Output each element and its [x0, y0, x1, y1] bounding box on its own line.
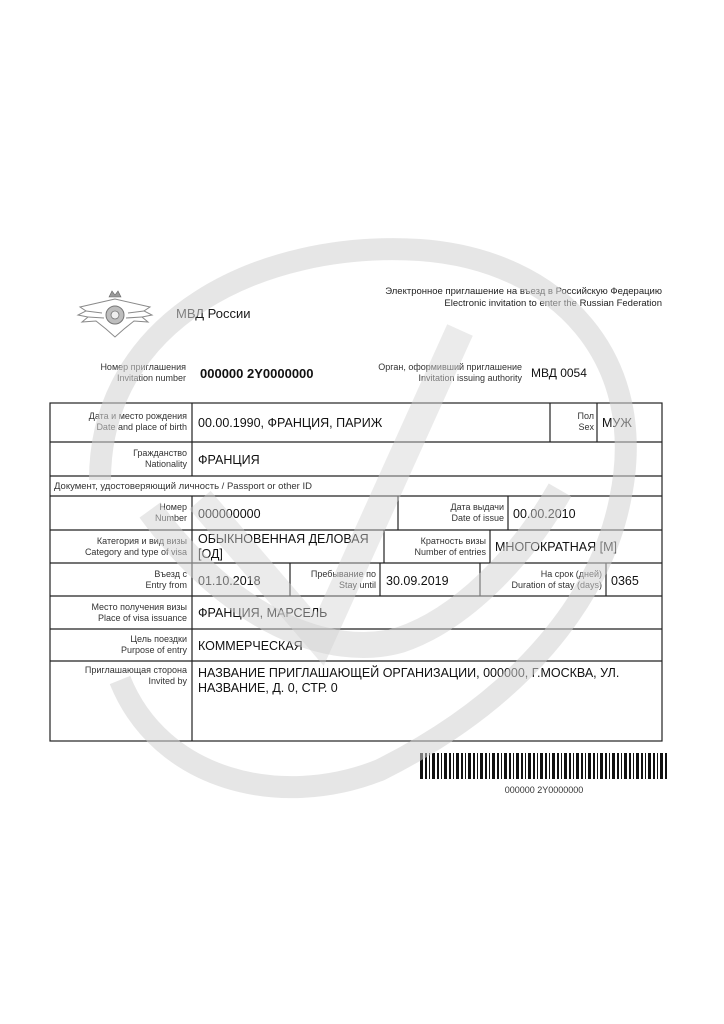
document-title-en: Electronic invitation to enter the Russian Federation [444, 298, 662, 309]
purpose-label [54, 634, 187, 656]
visa-category-value-line2: [ОД] [198, 547, 223, 561]
barcode-bar [557, 753, 559, 779]
barcode-bar [636, 753, 639, 779]
barcode-bar [665, 753, 667, 779]
issue-date-label-en: Date of issue [451, 513, 504, 523]
stay-until-label-en: Stay until [338, 580, 376, 590]
entry-from-value: 01.10.2018 [198, 574, 261, 588]
invited-by-label-ru: Приглашающая сторона [84, 665, 187, 675]
barcode-bar [537, 753, 538, 779]
invited-by-value [198, 666, 619, 696]
duration-label [482, 569, 602, 591]
barcode-bar [629, 753, 631, 779]
duration-label-ru: На срок (дней) [540, 569, 602, 579]
agency-name: МВД России [176, 306, 251, 321]
barcode-bar [516, 753, 519, 779]
barcode-bar [492, 753, 495, 779]
barcode-bar [633, 753, 634, 779]
dob-label [54, 411, 187, 433]
barcode-bar [509, 753, 511, 779]
barcode-bar [501, 753, 502, 779]
barcode-number: 000000 2Y0000000 [504, 785, 584, 795]
barcode-bar [540, 753, 543, 779]
barcode-bar [545, 753, 547, 779]
purpose-value: КОММЕРЧЕСКАЯ [198, 639, 303, 653]
passport-number-label-ru: Номер [159, 502, 187, 512]
dob-value: 00.00.1990, ФРАНЦИЯ, ПАРИЖ [198, 416, 383, 430]
barcode-bar [624, 753, 627, 779]
dob-label-en: Date and place of birth [96, 422, 187, 432]
sex-label-ru: Пол [577, 411, 594, 421]
issuance-place-label [54, 602, 187, 624]
barcode-bar [569, 753, 571, 779]
barcode-bar [504, 753, 507, 779]
barcode-bar [485, 753, 487, 779]
issue-date-label [400, 502, 504, 524]
stay-until-label [292, 569, 376, 591]
entries-label-ru: Кратность визы [420, 536, 486, 546]
invited-by-label-en: Invited by [148, 676, 187, 686]
entries-value: МНОГОКРАТНАЯ [М] [495, 540, 617, 554]
visa-category-label-en: Category and type of visa [84, 547, 187, 557]
barcode-bar [465, 753, 466, 779]
purpose-label-en: Purpose of entry [120, 645, 187, 655]
barcode-bar [513, 753, 514, 779]
document-title-ru: Электронное приглашение на въезд в Российскую Федерацию [385, 286, 662, 297]
entry-from-label [54, 569, 187, 591]
duration-value: 0365 [611, 574, 639, 588]
barcode-bar [441, 753, 442, 779]
issuance-place-value: ФРАНЦИЯ, МАРСЕЛЬ [198, 606, 328, 620]
issuance-place-label-en: Place of visa issuance [97, 613, 187, 623]
barcode-bar [641, 753, 643, 779]
barcode-bar [605, 753, 607, 779]
barcode-bar [473, 753, 475, 779]
barcode-bar [525, 753, 526, 779]
invited-by-label [54, 665, 187, 687]
invited-by-value-line2: НАЗВАНИЕ, Д. 0, СТР. 0 [198, 681, 338, 695]
barcode-bar [612, 753, 615, 779]
barcode-image [420, 753, 668, 779]
barcode-bar [477, 753, 478, 779]
stay-until-label-ru: Пребывание по [310, 569, 376, 579]
barcode-bar [521, 753, 523, 779]
barcode-bar [437, 753, 439, 779]
sex-label [552, 411, 594, 433]
passport-number-label [54, 502, 187, 524]
passport-number-value: 000000000 [198, 507, 261, 521]
barcode-bar [597, 753, 598, 779]
barcode-bar [552, 753, 555, 779]
barcode-bar [621, 753, 622, 779]
barcode-bar [645, 753, 646, 779]
entries-label [386, 536, 486, 558]
barcode-bar [444, 753, 447, 779]
nationality-label [54, 448, 187, 470]
issuing-authority-label-en: Invitation issuing authority [418, 373, 522, 383]
entries-label-en: Number of entries [414, 547, 486, 557]
visa-category-label-ru: Категория и вид визы [96, 536, 187, 546]
sex-label-en: Sex [578, 422, 594, 432]
dob-label-ru: Дата и место рождения [88, 411, 187, 421]
invitation-number-label-ru: Номер приглашения [100, 362, 186, 372]
barcode-bar [528, 753, 531, 779]
invitation-number-value: 000000 2Y0000000 [200, 366, 314, 381]
issuing-authority-label-ru: Орган, оформивший приглашение [378, 362, 522, 372]
nationality-label-ru: Гражданство [133, 448, 187, 458]
issuing-authority-value: МВД 0054 [531, 366, 587, 380]
passport-section-header: Документ, удостоверяющий личность / Passport or other ID [54, 481, 312, 492]
issue-date-label-ru: Дата выдачи [450, 502, 504, 512]
barcode-bar [588, 753, 591, 779]
barcode-bar [456, 753, 459, 779]
barcode-bar [609, 753, 610, 779]
barcode-bar [657, 753, 658, 779]
barcode-bar [617, 753, 619, 779]
issuance-place-label-ru: Место получения визы [91, 602, 187, 612]
passport-number-label-en: Number [154, 513, 187, 523]
barcode-bar [561, 753, 562, 779]
barcode-bar [420, 753, 423, 779]
barcode-bar [432, 753, 435, 779]
visa-category-value-line1: ОБЫКНОВЕННАЯ ДЕЛОВАЯ [198, 532, 369, 546]
entry-from-label-en: Entry from [145, 580, 187, 590]
barcode-bar [653, 753, 655, 779]
barcode-bar [600, 753, 603, 779]
barcode-bar [593, 753, 595, 779]
invitation-number-label-en: Invitation number [116, 373, 186, 383]
barcode-bar [648, 753, 651, 779]
sex-value: МУЖ [602, 416, 632, 430]
barcode-bar [489, 753, 490, 779]
barcode-bar [581, 753, 583, 779]
duration-label-en: Duration of stay (days) [511, 580, 602, 590]
nationality-label-en: Nationality [144, 459, 187, 469]
barcode-bar [549, 753, 550, 779]
entry-from-label-ru: Въезд с [154, 569, 187, 579]
barcode-bar [429, 753, 430, 779]
barcode-bar [425, 753, 427, 779]
issue-date-value: 00.00.2010 [513, 507, 576, 521]
barcode-bar [573, 753, 574, 779]
visa-category-label [54, 536, 187, 558]
nationality-value: ФРАНЦИЯ [198, 453, 260, 467]
purpose-label-ru: Цель поездки [130, 634, 187, 644]
barcode-bar [660, 753, 663, 779]
barcode-bar [461, 753, 463, 779]
barcode-bar [533, 753, 535, 779]
barcode-bar [453, 753, 454, 779]
barcode-bar [576, 753, 579, 779]
barcode-bar [468, 753, 471, 779]
visa-category-value [198, 532, 369, 562]
barcode-bar [564, 753, 567, 779]
stay-until-value: 30.09.2019 [386, 574, 449, 588]
barcode-bar [480, 753, 483, 779]
barcode-bar [585, 753, 586, 779]
invited-by-value-line1: НАЗВАНИЕ ПРИГЛАШАЮЩЕЙ ОРГАНИЗАЦИИ, 000000, Г.МОСКВА, УЛ. [198, 666, 620, 680]
barcode-bar [497, 753, 499, 779]
barcode-bar [449, 753, 451, 779]
